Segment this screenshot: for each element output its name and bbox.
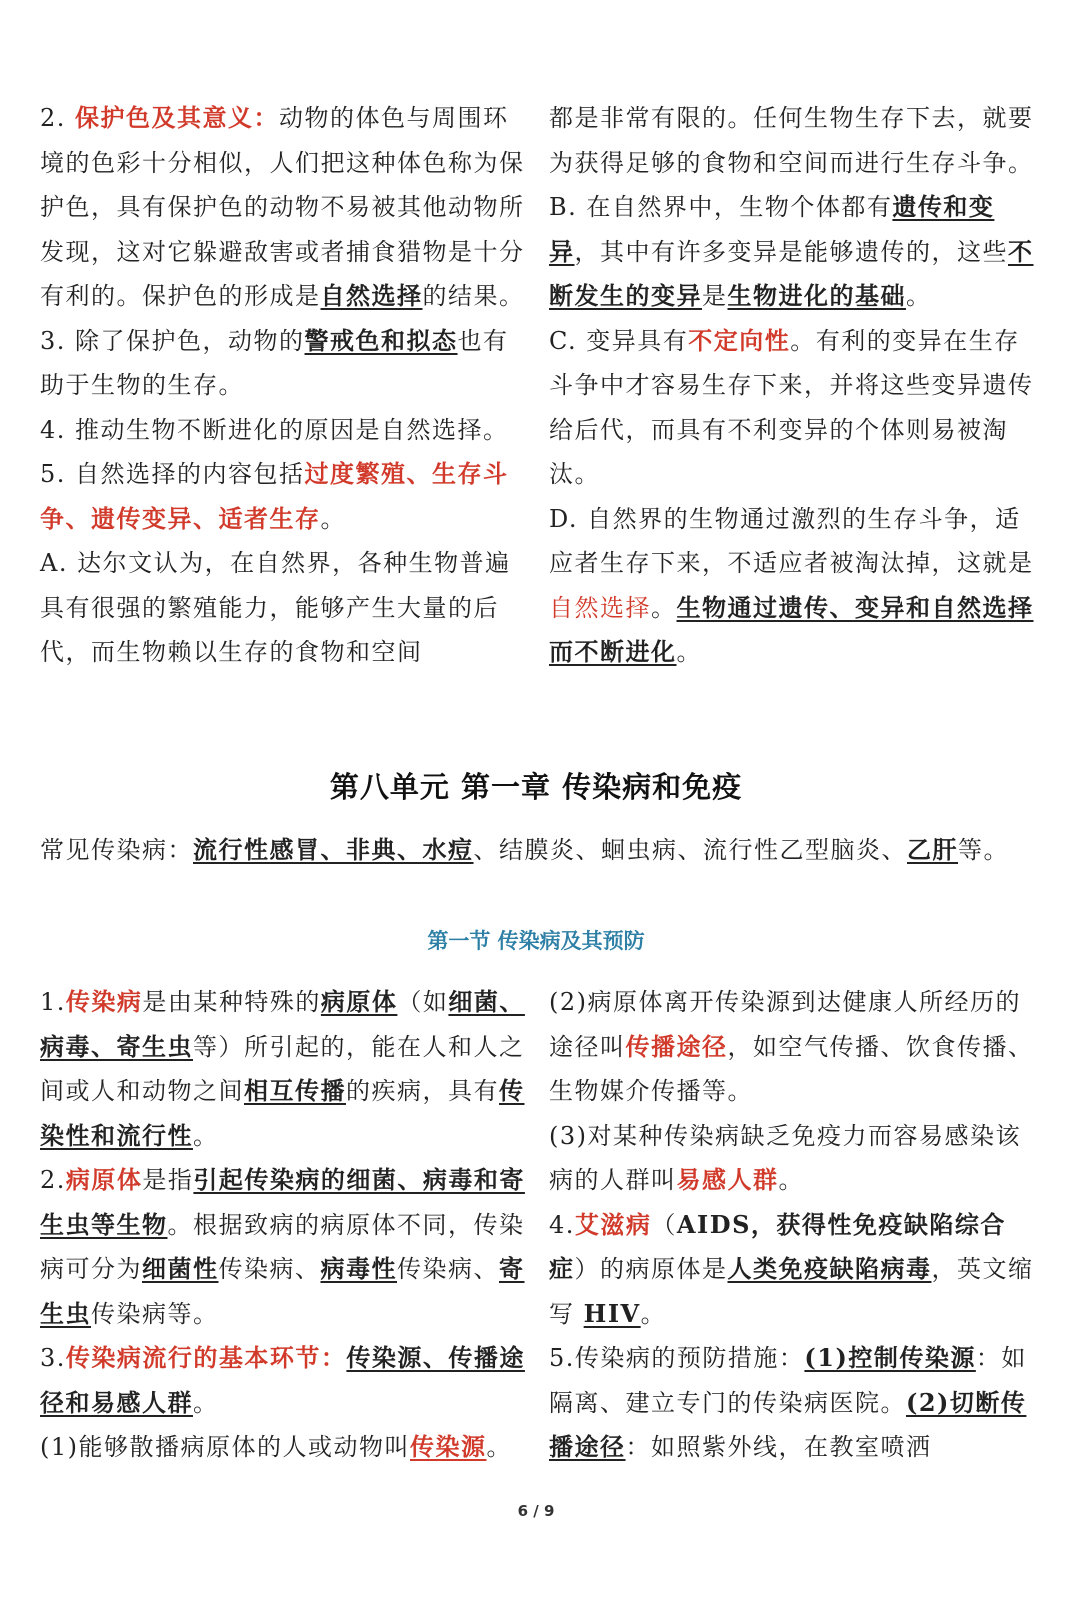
- text: (3)对某种传染病缺乏免疫力而容易感染该病的人群叫: [549, 1121, 1021, 1194]
- text: B. 在自然界中，生物个体都有: [549, 193, 893, 221]
- text: 常见传染病：: [40, 836, 193, 864]
- highlight-term: 传染源: [410, 1432, 487, 1461]
- paragraph-undirected: [549, 319, 1035, 497]
- paragraph-prevention: [549, 1336, 1035, 1470]
- key-term: 相互传播: [244, 1076, 346, 1105]
- column-2: [549, 96, 1035, 675]
- unit-title: 第八单元 第一章 传染病和免疫: [329, 770, 743, 804]
- paragraph-selection-content: [40, 452, 530, 541]
- text: 。: [320, 504, 346, 533]
- text: ：如隔离、建立专门的传染病医院。: [549, 1344, 1027, 1417]
- text: 都是非常有限的。任何生物生存下去，就要为获得足够的食物和空间而进行生存斗争。: [549, 104, 1034, 177]
- text: 。: [193, 1388, 219, 1417]
- highlight-term: 病原体: [65, 1165, 143, 1194]
- text: 是指: [142, 1166, 194, 1194]
- common-diseases: [40, 828, 1035, 873]
- text: 是由某种特殊的: [142, 988, 321, 1016]
- text: 3.: [40, 1344, 66, 1372]
- paragraph-natural-selection: [40, 408, 530, 453]
- highlight-term: 不定向性: [688, 325, 791, 355]
- text: 等。: [958, 836, 1009, 864]
- text: 。: [676, 638, 702, 666]
- highlight-term: 传播途径: [625, 1031, 728, 1061]
- text: 也有助于生物的生存。: [40, 326, 509, 399]
- key-term: 病原体: [320, 987, 398, 1016]
- text: 传染病、: [218, 1255, 321, 1283]
- text: 。: [778, 1166, 804, 1194]
- key-term: 细菌性: [142, 1254, 219, 1283]
- paragraph-variation: [549, 185, 1035, 319]
- text: ，如空气传播、饮食传播、生物媒介传播等。: [549, 1032, 1034, 1105]
- text: ，其中有许多变异是能够遗传的，这些: [574, 237, 1008, 266]
- text: 。有利的变异在生存斗争中才容易生存下来，并将这些变异遗传给后代，而具有不利变异的个体则易被淘汰。: [549, 326, 1034, 488]
- text: （如: [397, 988, 449, 1016]
- key-term: 传染源、传播途径和易感人群: [40, 1343, 525, 1417]
- text: 2.: [40, 104, 76, 132]
- column-1: [40, 96, 530, 675]
- key-term: 传染性和流行性: [40, 1076, 525, 1150]
- text: 传染病、: [397, 1255, 499, 1283]
- paragraph-infectious-disease: [40, 980, 530, 1158]
- text: 的疾病，具有: [346, 1077, 499, 1105]
- highlight-heading: 保护色及其意义：: [75, 103, 280, 132]
- text: C. 变异具有: [549, 326, 689, 355]
- text: 传染病等。: [91, 1299, 219, 1328]
- column-4: [549, 980, 1035, 1470]
- text: 5.传染病的预防措施：: [549, 1344, 805, 1372]
- text: D. 自然界的生物通过激烈的生存斗争，适应者生存下来，不适应者被淘汰掉，这就是: [549, 504, 1034, 577]
- text: 。: [651, 593, 677, 622]
- key-term: 生物通过遗传、变异和自然选择而不断进化: [549, 592, 1034, 666]
- text: ：如照紫外线，在教室喷洒: [625, 1433, 932, 1461]
- highlight-term: 艾滋病: [574, 1209, 652, 1239]
- key-term: 警戒色和拟态: [304, 325, 458, 355]
- key-term: 生物进化的基础: [727, 281, 906, 310]
- text: 4. 推动生物不断进化的原因是自然选择。: [40, 415, 509, 444]
- text: 1.: [40, 988, 66, 1016]
- key-term: (1)控制传染源: [804, 1343, 976, 1372]
- highlight-term: 自然选择: [549, 593, 651, 622]
- key-term: 引起传染病的细菌、病毒和寄生虫等生物: [40, 1165, 525, 1239]
- text: (1)能够散播病原体的人或动物叫: [40, 1433, 410, 1461]
- paragraph-transmission-route: [549, 980, 1035, 1114]
- column-3: [40, 980, 530, 1470]
- text: 4.: [549, 1210, 575, 1239]
- key-term: 不断发生的变异: [549, 236, 1034, 310]
- text: 。: [906, 282, 932, 310]
- text: ，英文缩写: [549, 1255, 1034, 1328]
- highlight-term: 传染病: [65, 987, 143, 1016]
- page-number: 6 / 9: [517, 1502, 555, 1520]
- text: 3. 除了保护色，动物的: [40, 326, 305, 355]
- paragraph-source: [40, 1425, 530, 1470]
- paragraph-warning-color: [40, 319, 530, 408]
- key-term: HIV: [583, 1298, 641, 1328]
- key-term: AIDS，获得性免疫缺陷综合症: [549, 1209, 1006, 1283]
- key-term: 遗传和变异: [549, 192, 995, 266]
- text: ）的病原体是: [574, 1255, 728, 1283]
- key-term: 寄生虫: [40, 1254, 525, 1328]
- text: 5. 自然选择的内容包括: [40, 460, 305, 488]
- text: A. 达尔文认为，在自然界，各种生物普遍具有很强的繁殖能力，能够产生大量的后代，而生物赖以生存的食物和空间: [40, 549, 511, 666]
- text: 是: [702, 282, 728, 310]
- key-term: 流行性感冒、非典、水痘: [193, 835, 474, 864]
- paragraph-epidemic-links: [40, 1336, 530, 1425]
- key-term: 自然选择: [320, 281, 423, 310]
- key-term: 乙肝: [907, 835, 958, 864]
- key-term: (2)切断传播途径: [549, 1387, 1027, 1461]
- text: （: [651, 1210, 677, 1239]
- paragraph-protective-color: [40, 96, 530, 319]
- paragraph-aids: [549, 1203, 1035, 1337]
- text: 的结果。: [422, 282, 525, 310]
- text: 、结膜炎、蛔虫病、流行性乙型脑炎、: [473, 836, 907, 864]
- paragraph-susceptible: [549, 1114, 1035, 1203]
- text: 2.: [40, 1166, 66, 1194]
- text: (2)病原体离开传染源到达健康人所经历的途径叫: [549, 988, 1021, 1061]
- highlight-term: 过度繁殖、生存斗争、遗传变异、适者生存: [40, 459, 509, 533]
- text: 。: [486, 1433, 512, 1461]
- paragraph-continued: [549, 96, 1035, 185]
- paragraph-darwin: [40, 541, 530, 675]
- highlight-heading: 传染病流行的基本环节：: [65, 1343, 347, 1372]
- key-term: 细菌、病毒、寄生虫: [40, 987, 525, 1061]
- text: 。根据致病的病原体不同，传染病可分为: [40, 1210, 525, 1283]
- key-term: 病毒性: [320, 1254, 397, 1283]
- section-title: 第一节 传染病及其预防: [427, 929, 645, 953]
- highlight-term: 易感人群: [676, 1165, 779, 1194]
- key-term: 人类免疫缺陷病毒: [727, 1254, 932, 1283]
- paragraph-survival: [549, 497, 1035, 675]
- text: 动物的体色与周围环境的色彩十分相似，人们把这种体色称为保护色，具有保护色的动物不易被其他动物所发现，这对它躲避敌害或者捕食猎物是十分有利的。保护色的形成是: [40, 104, 525, 310]
- text: 等）所引起的，能在人和人之间或人和动物之间: [40, 1032, 525, 1105]
- text: 。: [193, 1121, 219, 1150]
- paragraph-pathogen: [40, 1158, 530, 1336]
- text: 。: [640, 1299, 667, 1328]
